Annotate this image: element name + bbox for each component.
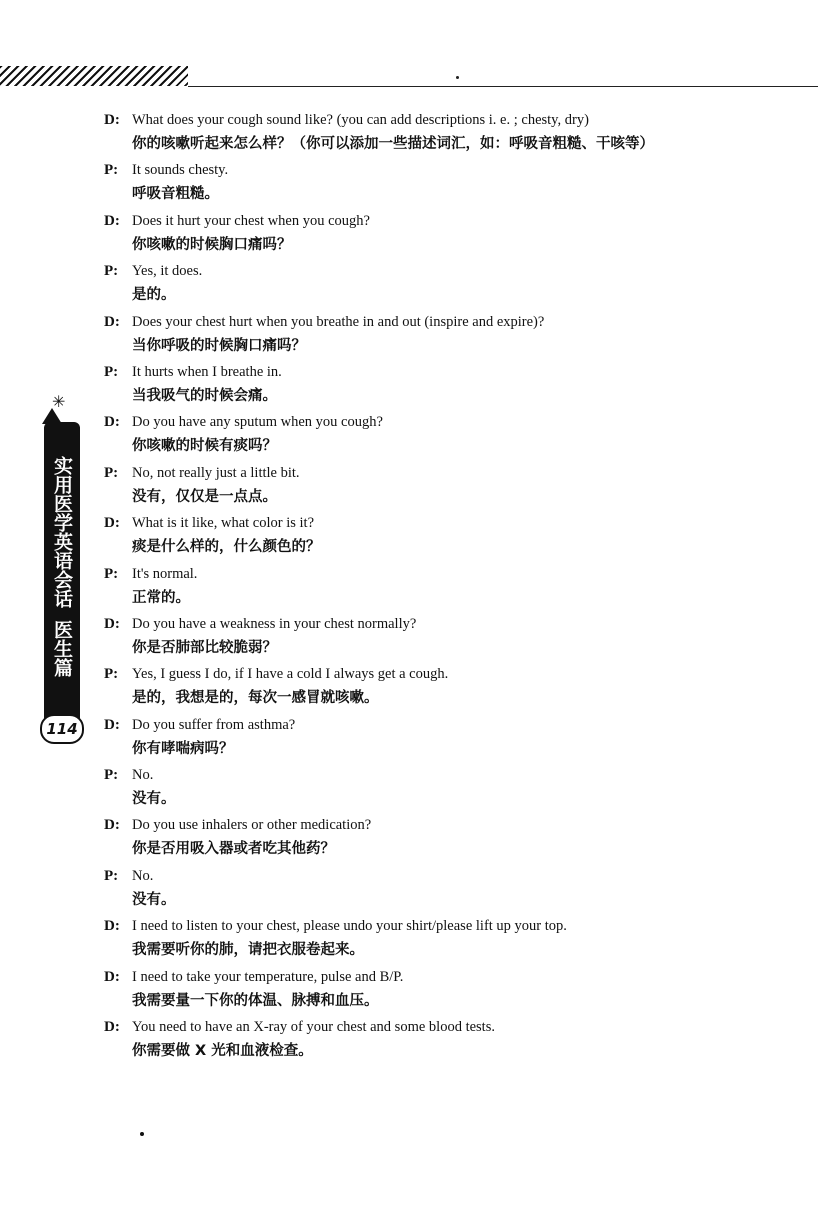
dialogue-entry <box>104 158 804 208</box>
sparkle-icon: ✳ <box>52 392 66 411</box>
english-line: I need to listen to your chest, please undo your shirt/please lift up your top. <box>132 918 567 935</box>
dialogue-entry <box>104 914 804 964</box>
dialogue-entry <box>104 713 804 763</box>
dialogue-entry <box>104 108 804 158</box>
header-rule <box>188 86 818 87</box>
chinese-translation: 没有。 <box>132 791 176 808</box>
page-header <box>0 62 822 92</box>
dialogue-entry <box>104 360 804 410</box>
dialogue <box>104 108 804 1065</box>
dialogue-entry <box>104 209 804 259</box>
english-line: Yes, it does. <box>132 263 203 280</box>
english-line: Do you have any sputum when you cough? <box>132 414 383 431</box>
chinese-translation: 你需要做 X 光和血液检查。 <box>132 1043 313 1060</box>
chinese-translation: 痰是什么样的，什么颜色的？ <box>132 539 321 556</box>
speaker-label: D: <box>104 515 120 532</box>
speaker-label: P: <box>104 767 119 784</box>
chinese-translation: 我需要听你的肺，请把衣服卷起来。 <box>132 942 364 959</box>
dialogue-entry <box>104 965 804 1015</box>
english-line: Do you suffer from asthma? <box>132 716 296 733</box>
dialogue-entry <box>104 763 804 813</box>
page-number: 114 <box>40 714 84 744</box>
english-line: Does your chest hurt when you breathe in and out (inspire and expire)? <box>132 313 545 330</box>
header-hatch-decoration <box>0 66 188 86</box>
speaker-label: D: <box>104 716 120 733</box>
chinese-translation: 没有。 <box>132 891 176 908</box>
speaker-label: D: <box>104 1019 120 1036</box>
chinese-translation: 我需要量一下你的体温、脉搏和血压。 <box>132 992 379 1009</box>
dialogue-entry <box>104 864 804 914</box>
chinese-translation: 没有，仅仅是一点点。 <box>132 488 277 505</box>
speaker-label: D: <box>104 313 120 330</box>
speaker-label: P: <box>104 162 119 179</box>
chinese-translation: 是的，我想是的，每次一感冒就咳嗽。 <box>132 690 379 707</box>
english-line: It sounds chesty. <box>132 162 229 179</box>
chinese-translation: 你是否肺部比较脆弱？ <box>132 639 277 656</box>
speaker-label: D: <box>104 615 120 632</box>
dialogue-entry <box>104 410 804 460</box>
english-line: Do you have a weakness in your chest normally? <box>132 615 417 632</box>
dialogue-entry <box>104 662 804 712</box>
chinese-translation: 你咳嗽的时候有痰吗？ <box>132 438 277 455</box>
english-line: What is it like, what color is it? <box>132 515 315 532</box>
speaker-label: P: <box>104 363 119 380</box>
dialogue-entry <box>104 612 804 662</box>
speaker-label: P: <box>104 565 119 582</box>
english-line: Yes, I guess I do, if I have a cold I always get a cough. <box>132 666 449 683</box>
speaker-label: D: <box>104 112 120 128</box>
speaker-label: P: <box>104 867 119 884</box>
chinese-translation: 当我吸气的时候会痛。 <box>132 387 277 404</box>
header-dot <box>456 76 459 79</box>
footer-dot <box>140 1132 144 1136</box>
chinese-translation: 当你呼吸的时候胸口痛吗？ <box>132 337 306 354</box>
chinese-translation: 呼吸音粗糙。 <box>132 186 219 203</box>
dialogue-entry <box>104 813 804 863</box>
side-tab <box>34 392 82 752</box>
speaker-label: D: <box>104 212 120 229</box>
speaker-label: P: <box>104 263 119 280</box>
section-title: 医生篇 <box>51 620 73 677</box>
dialogue-entry <box>104 310 804 360</box>
dialogue-entry <box>104 1015 804 1065</box>
dialogue-entry <box>104 511 804 561</box>
dialogue-entry <box>104 562 804 612</box>
chinese-translation: 你的咳嗽听起来怎么样？（你可以添加一些描述词汇，如：呼吸音粗糙、干咳等） <box>132 136 654 152</box>
speaker-label: D: <box>104 918 120 935</box>
english-line: What does your cough sound like? (you can add descriptions i. e. ; chesty, dry) <box>132 112 589 128</box>
english-line: It's normal. <box>132 565 198 582</box>
english-line: I need to take your temperature, pulse and B/P. <box>132 968 404 985</box>
english-line: No. <box>132 767 154 784</box>
dialogue-entry <box>104 461 804 511</box>
speaker-label: D: <box>104 968 120 985</box>
speaker-label: D: <box>104 817 120 834</box>
chinese-translation: 你是否用吸入器或者吃其他药？ <box>132 841 335 858</box>
chinese-translation: 正常的。 <box>132 589 190 606</box>
english-line: No. <box>132 867 154 884</box>
english-line: Does it hurt your chest when you cough? <box>132 212 370 229</box>
side-tab-bar <box>44 422 80 722</box>
chinese-translation: 你有哮喘病吗？ <box>132 740 234 757</box>
chinese-translation: 你咳嗽的时候胸口痛吗？ <box>132 236 292 253</box>
speaker-label: P: <box>104 666 119 683</box>
english-line: No, not really just a little bit. <box>132 464 300 481</box>
english-line: Do you use inhalers or other medication? <box>132 817 372 834</box>
book-title: 实用医学英语会话 <box>51 456 73 608</box>
dialogue-entry <box>104 259 804 309</box>
speaker-label: D: <box>104 414 120 431</box>
speaker-label: P: <box>104 464 119 481</box>
english-line: It hurts when I breathe in. <box>132 363 282 380</box>
english-line: You need to have an X-ray of your chest and some blood tests. <box>132 1019 495 1036</box>
chinese-translation: 是的。 <box>132 287 176 304</box>
